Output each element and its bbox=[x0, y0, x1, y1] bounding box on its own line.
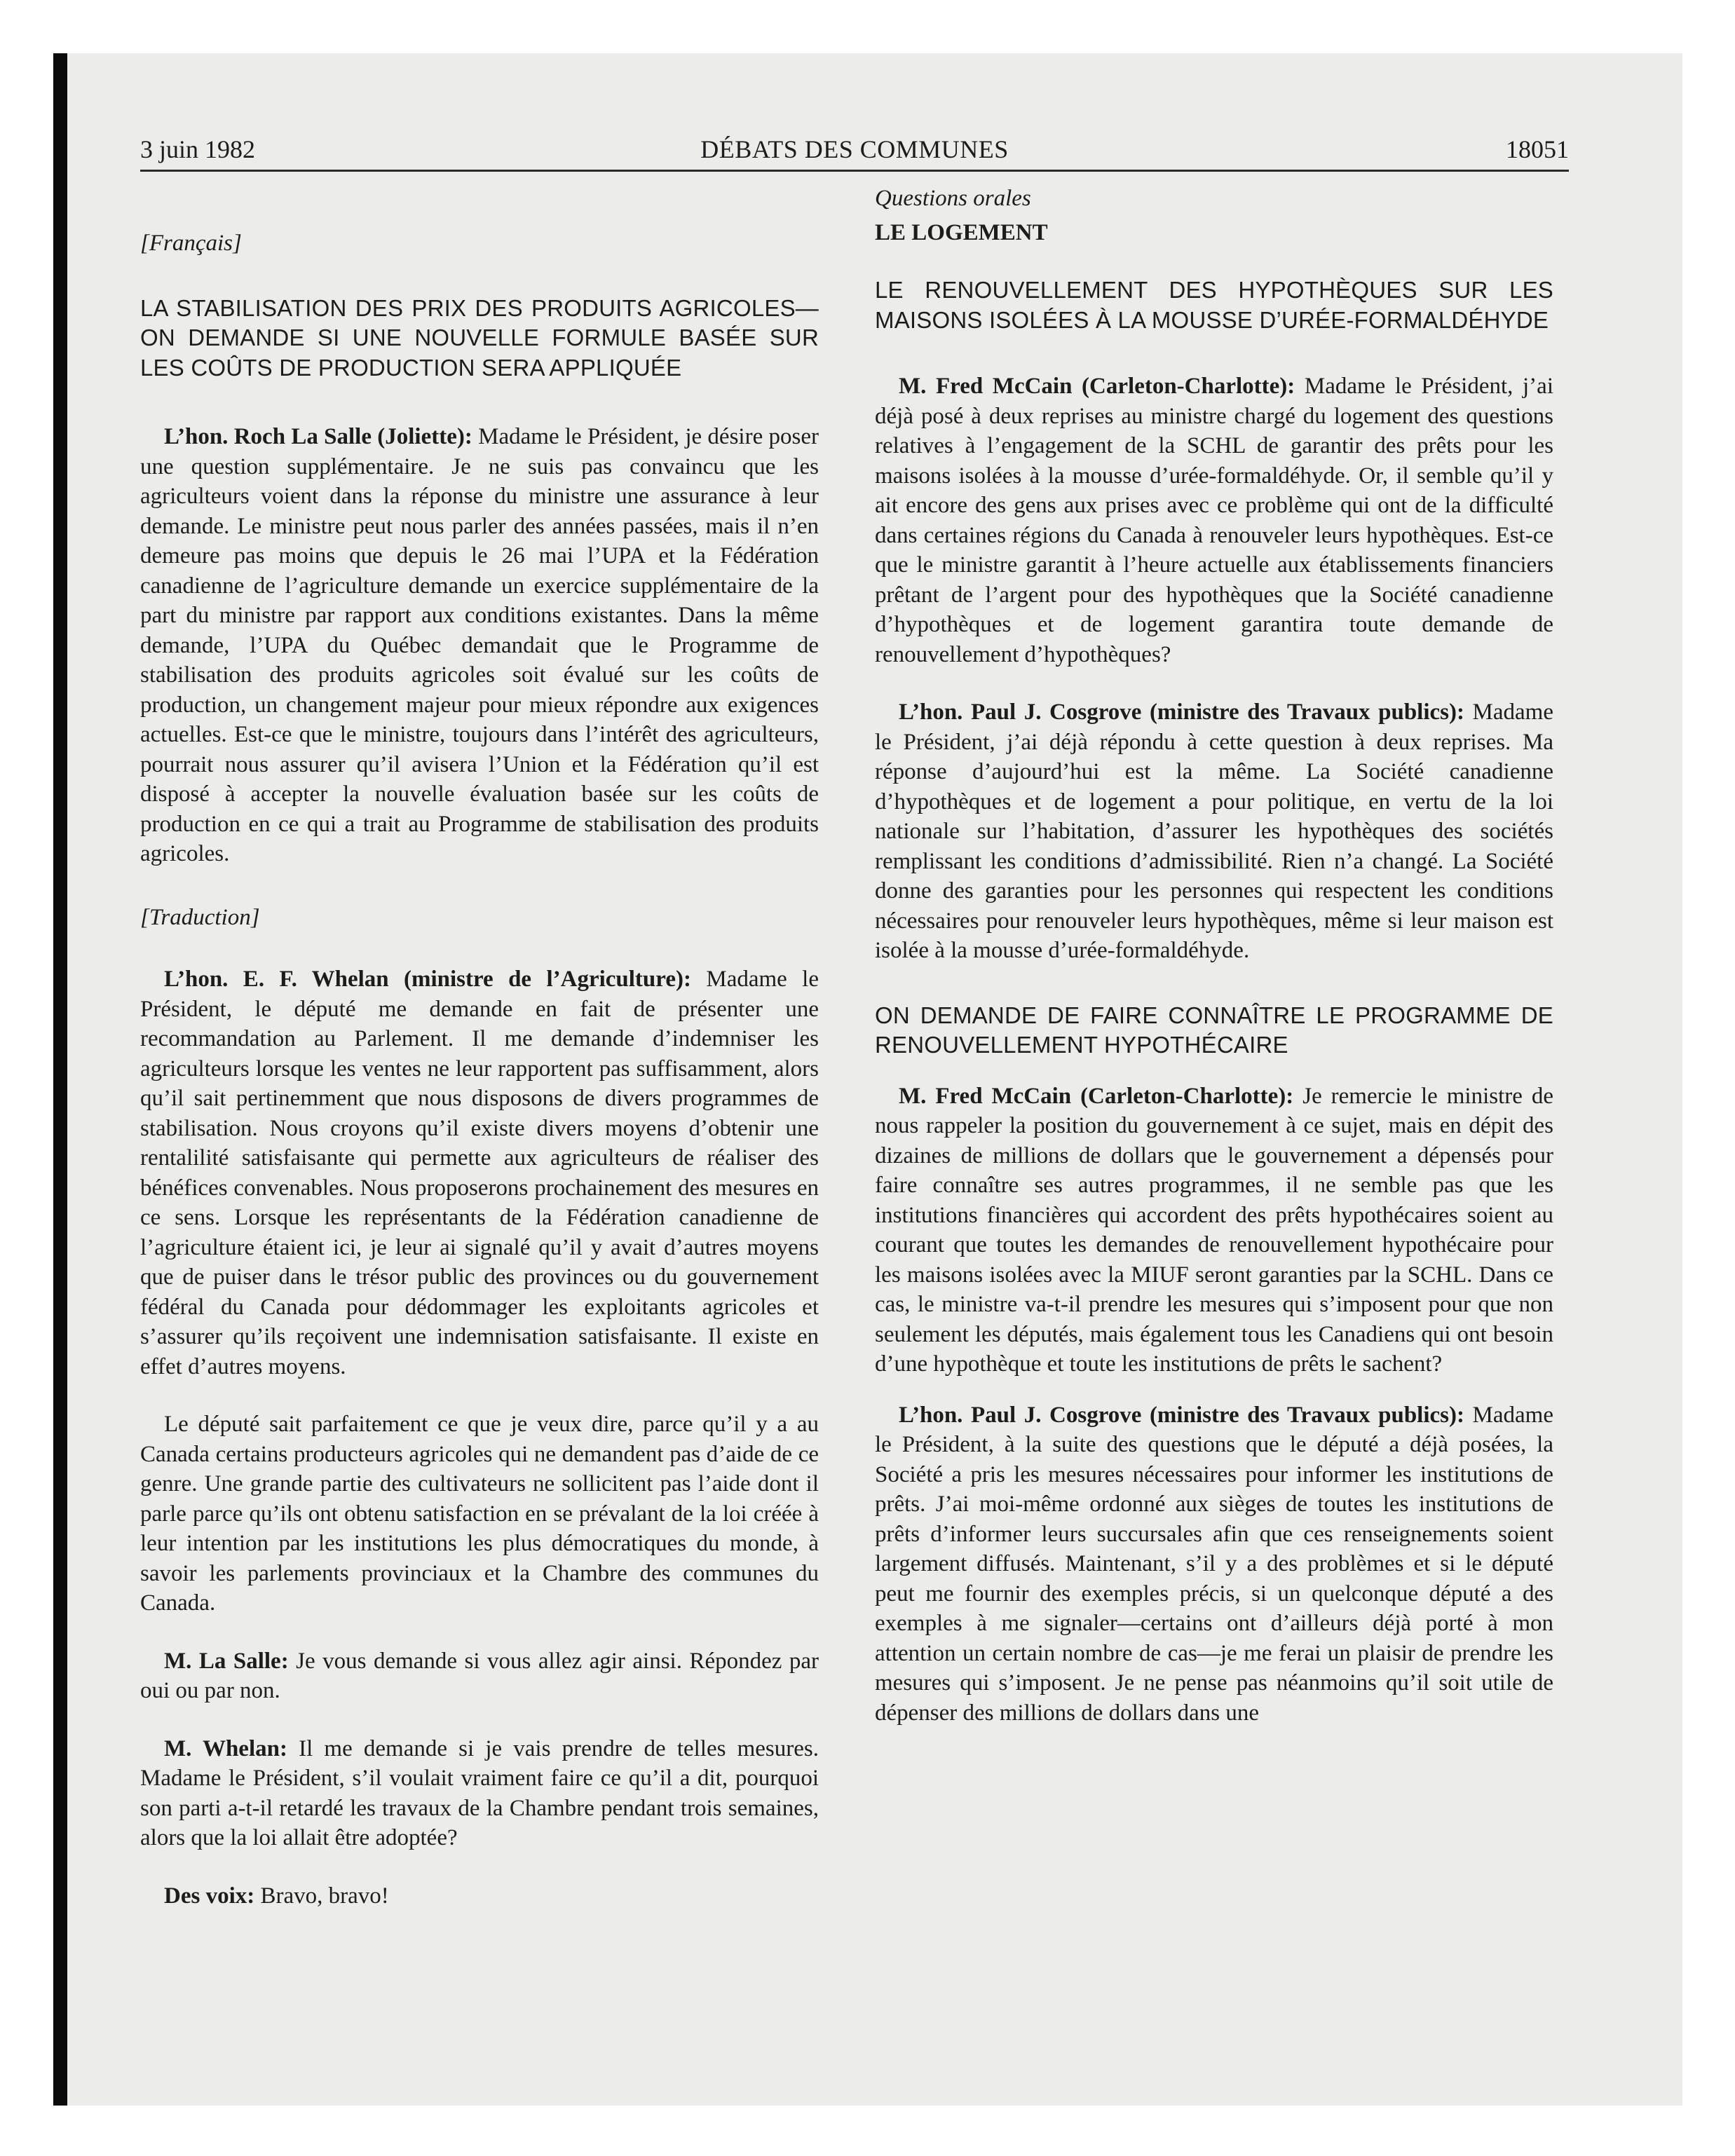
page-header bbox=[140, 133, 1569, 172]
speech-cosgrove-2 bbox=[875, 1400, 1553, 1728]
speech-text: Madame le Président, je désire poser une question supplémentaire. Je ne suis pas convaincu que les agriculteurs voient dans la réponse du ministre une assurance à leur demande. Le ministre peut nous parler des années passées, mais il n’en demeure pas moins que depuis le 26 mai l’UPA et la Fédération canadienne de l’agriculture demande un exercice supplémentaire de la part du ministre par rapport aux conditions existantes. Dans la même demande, l’UPA du Québec demandait que le Programme de stabilisation des produits agricoles soit évalué sur les coûts de production, un changement majeur pour mieux répondre aux exigences actuelles. Est-ce que le ministre, toujours dans l’intérêt des agriculteurs, pourrait nous assurer qu’il avisera l’Union et la Fédération qu’il est disposé à accepter la nouvelle évaluation basée sur les coûts de production en ce qui a trait au Programme de stabilisation des produits agricoles. bbox=[140, 424, 819, 866]
speaker-name: M. Whelan: bbox=[164, 1735, 287, 1761]
speech-mccain-2 bbox=[875, 1082, 1553, 1379]
language-marker-traduction: [Traduction] bbox=[140, 904, 260, 930]
right-column bbox=[875, 184, 1553, 1728]
left-column bbox=[140, 184, 819, 1911]
header-page-number: 18051 bbox=[1506, 135, 1569, 163]
speech-la-salle-1 bbox=[140, 422, 819, 869]
header-title: DÉBATS DES COMMUNES bbox=[700, 135, 1009, 163]
speech-mccain-1 bbox=[875, 371, 1553, 669]
speech-text: Bravo, bravo! bbox=[254, 1883, 389, 1909]
header-date: 3 juin 1982 bbox=[140, 135, 256, 163]
speech-text: Madame le Président, j’ai déjà posé à deux reprises au ministre chargé du logement des questions relatives à l’engagement de la SCHL de garantir des prêts pour les maisons isolées à la mousse d’urée-formaldéhyde. Or, il semble qu’il y ait encore des gens aux prises avec ce problème qui ont de la difficulté dans certaines régions du Canada à renouveler leurs hypothèques. Est-ce que le ministre garantit à l’heure actuelle aux établissements financiers prêtant de l’argent pour des hypothèques que la Société canadienne d’hypothèques et de logement garantira toute demande de renouvellement d’hypothèques? bbox=[875, 374, 1553, 667]
speaker-name: M. La Salle: bbox=[164, 1648, 289, 1674]
subheading-stabilisation: LA STABILISATION DES PRIX DES PRODUITS AGRICOLES—ON DEMANDE SI UNE NOUVELLE FORMULE BASÉE SUR LES COÛTS DE PRODUCTION SERA APPLIQUÉE bbox=[140, 294, 819, 381]
speech-whelan-2: Le député sait parfaitement ce que je veux dire, parce qu’il y a au Canada certains producteurs agricoles qui ne demandent pas d’aide de ce genre. Une grande partie des cultivateurs ne sollicitent pas l’aide dont il parle parce qu’ils ont obtenu satisfaction en se prévalant de la loi créée à leur intention par les institutions les plus démocratiques du monde, à savoir les parlements provinciaux et la Chambre des communes du Canada. bbox=[140, 1412, 819, 1616]
section-le-logement: LE LOGEMENT bbox=[875, 219, 1048, 245]
speaker-name: M. Fred McCain (Carleton-Charlotte): bbox=[899, 374, 1295, 399]
speaker-name: Des voix: bbox=[164, 1883, 255, 1909]
speech-des-voix bbox=[140, 1881, 819, 1911]
binding-edge bbox=[53, 53, 67, 2106]
speech-text: Madame le Président, j’ai déjà répondu à cette question à deux reprises. Ma réponse d’aujourd’hui est la même. La Société canadienne d’hypothèques et de logement a pour politique, en vertu de la loi nationale sur l’habitation, d’assurer les hypothèques des sociétés remplissant les conditions d’admissibilité. Rien n’a changé. La Société donne des garanties pour les personnes qui respectent les conditions nécessaires pour renouveler leurs hypothèques, même si leur maison est isolée à la mousse d’urée-formaldéhyde. bbox=[875, 700, 1553, 963]
speaker-name: L’hon. E. F. Whelan (ministre de l’Agriculture): bbox=[164, 967, 691, 992]
speaker-name: L’hon. Paul J. Cosgrove (ministre des Travaux publics): bbox=[899, 1402, 1464, 1428]
speaker-name: L’hon. Roch La Salle (Joliette): bbox=[164, 424, 472, 449]
speaker-name: L’hon. Paul J. Cosgrove (ministre des Travaux publics): bbox=[899, 700, 1464, 725]
speech-whelan-1 bbox=[140, 964, 819, 1381]
language-marker-francais: [Français] bbox=[140, 231, 242, 256]
speech-cosgrove-1 bbox=[875, 697, 1553, 966]
speaker-name: M. Fred McCain (Carleton-Charlotte): bbox=[899, 1083, 1294, 1109]
speech-text: Madame le Président, le député me demande en fait de présenter une recommandation au Parlement. Il me demande d’indemniser les agriculteurs lorsque les ventes ne leur rapportent pas suffisamment, alors qu’il sait pertinemment que nous disposons de divers programmes de stabilisation. Nous croyons qu’il existe divers moyens d’obtenir une rentalilité satisfaisante qui permette aux agriculteurs de réaliser des bénéfices convenables. Nous proposerons prochainement des mesures en ce sens. Lorsque les représentants de la Fédération canadienne de l’agriculture étaient ici, je leur ai signalé qu’il y avait d’autres moyens que de puiser dans le trésor public des provinces ou du gouvernement fédéral du Canada pour dédommager les exploitants agricoles et s’assurer qu’ils reçoivent une indemnisation satisfaisante. Il existe en effet d’autres moyens. bbox=[140, 967, 819, 1379]
speech-text: Je vous demande si vous allez agir ainsi. Répondez par oui ou par non. bbox=[140, 1648, 819, 1703]
subheading-renouvellement-hypotheques: LE RENOUVELLEMENT DES HYPOTHÈQUES SUR LES MAISONS ISOLÉES À LA MOUSSE D’URÉE-FORMALDÉHYDE bbox=[875, 277, 1553, 333]
speech-whelan-3 bbox=[140, 1734, 819, 1853]
speech-la-salle-2 bbox=[140, 1646, 819, 1706]
speech-text: Madame le Président, à la suite des questions que le député a déjà posées, la Société a pris les mesures nécessaires pour informer les institutions de prêts. J’ai moi-même ordonné aux sièges de toutes les institutions de prêts d’informer leurs succursales afin que ces renseignements soient largement diffusés. Maintenant, s’il y a des problèmes et si le député peut me fournir des exemples précis, si un quelconque député a des exemples à me signaler—certains ont d’ailleurs déjà porté à mon attention un certain nombre de cas—je me ferai un plaisir de prendre les mesures qui s’imposent. Je ne pense pas néanmoins qu’il soit utile de dépenser des millions de dollars dans une bbox=[875, 1402, 1553, 1726]
speech-text: Je remercie le ministre de nous rappeler la position du gouvernement à ce sujet, mais en dépit des dizaines de millions de dollars que le gouvernement a dépensés pour faire connaître ses autres programmes, il ne semble pas que les institutions financières qui accordent des prêts hypothécaires soient au courant que toutes les demandes de renouvellement hypothécaire pour les maisons isolées avec la MIUF seront garanties par la SCHL. Dans ce cas, le ministre va-t-il prendre les mesures qui s’imposent pour que non seulement les députés, mais également tous les Canadiens qui ont besoin d’une hypothèque et toute les institutions de prêts le sachent? bbox=[875, 1083, 1553, 1377]
section-questions-orales: Questions orales bbox=[875, 186, 1031, 211]
subheading-programme-renouvellement: ON DEMANDE DE FAIRE CONNAÎTRE LE PROGRAMME DE RENOUVELLEMENT HYPOTHÉCAIRE bbox=[875, 1002, 1553, 1058]
speech-text: Il me demande si je vais prendre de telles mesures. Madame le Président, s’il voulait vraiment faire ce qu’il a dit, pourquoi son parti a-t-il retardé les travaux de la Chambre pendant trois semaines, alors que la loi allait être adoptée? bbox=[140, 1735, 819, 1850]
